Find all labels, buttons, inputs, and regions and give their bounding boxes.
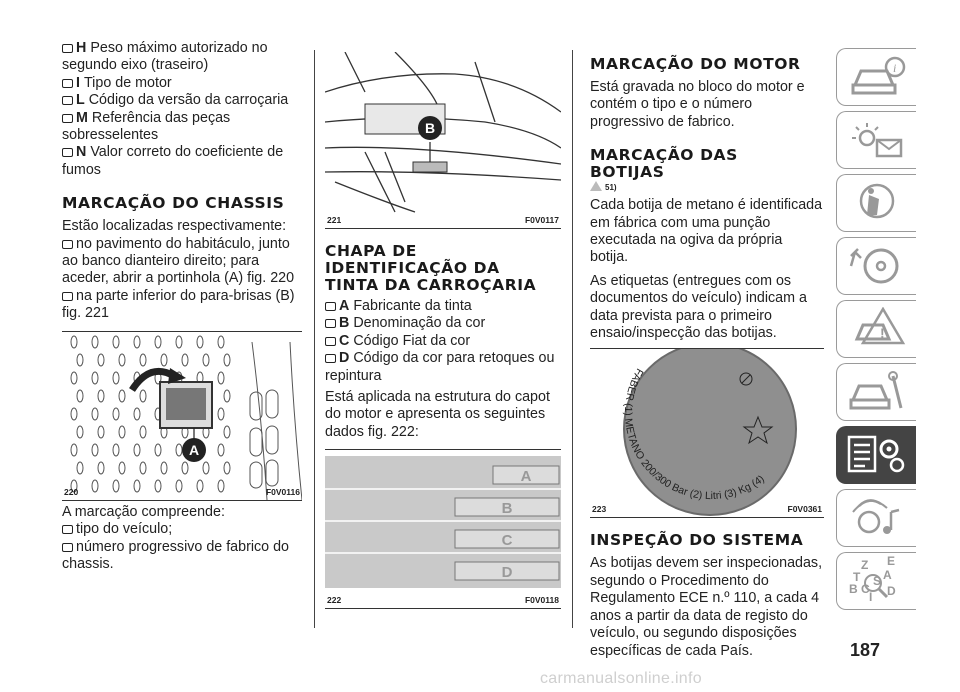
cylinder-text-2: As etiquetas (entregues com os documentos do veículo) indicam a data prevista para o primeiro ensaio/inspecção das botijas. [590,272,807,342]
warning-reference: 51) [590,181,824,195]
plate-item [325,333,561,350]
item-text: Código Fiat da cor [353,332,471,349]
item-text: número progressivo de fabrico do chassis. [62,538,289,572]
figure-220 [62,331,302,501]
checkbox-bullet-icon [325,302,336,311]
marking-item [62,521,302,538]
chapter-tab[interactable] [836,174,916,232]
chapter-tab[interactable] [836,300,916,358]
column-1 [62,40,302,573]
spec-list [62,40,302,179]
item-letter: I [76,74,80,91]
fig223-code: F0V0361 [787,504,822,515]
svg-text:D: D [887,584,896,598]
figure-223 [590,348,824,518]
spec-item [62,75,302,92]
checkbox-bullet-icon [62,148,73,157]
inspection-text: As botijas devem ser inspecionadas, segundo o Procedimento do Regulamento ECE n.º 110, a cada 4 anos a partir da data de registo do veículo, ou segundo disposições específicas de cada País. [590,555,823,659]
item-letter: C [339,332,350,349]
watermark: carmanualsonline.info [540,670,702,687]
windscreen-illustration [325,52,561,228]
item-text: Valor correto do coeficiente de fumos [62,144,284,178]
checkbox-bullet-icon [325,319,336,328]
engraving-text: FABER (1) METANO 200/300 Bar (2) Litri (3) Kg (4) [621,366,767,503]
checkbox-bullet-icon [62,240,73,249]
item-text: Código da cor para retoques ou repintura [325,350,555,384]
engine-heading: MARCAÇÃO DO MOTOR [590,55,801,73]
item-letter: B [339,315,350,332]
chassis-intro: Estão localizadas respectivamente: [62,218,287,235]
chassis-location-list [62,236,302,323]
svg-text:T: T [853,570,861,584]
svg-text:E: E [887,555,896,568]
column-2 [325,40,561,609]
figure-222 [325,449,561,609]
plate-field [493,466,559,485]
item-letter: L [76,92,85,109]
chapter-tab[interactable] [836,48,916,106]
marking-intro: A marcação compreende: [62,503,225,520]
inspection-heading: INSPEÇÃO DO SISTEMA [590,531,804,550]
plate-field [455,530,559,549]
checkbox-bullet-icon [62,525,73,534]
checkbox-bullet-icon [62,114,73,123]
plate-text: Está aplicada na estrutura do capot do motor e apresenta os seguintes dados fig. 222: [325,389,550,440]
cylinder-heading [590,147,824,181]
checkbox-bullet-icon [62,79,73,88]
item-text: Código da versão da carroçaria [88,92,289,109]
item-text: no pavimento do habitáculo, junto ao banco dianteiro direito; para aceder, abrir a portinhola (A) fig. 220 [62,235,295,287]
item-text: Referência das peças sobresselentes [62,109,231,144]
plate-field-label: A [520,468,532,486]
item-letter: D [339,350,350,367]
spec-item [62,40,302,75]
warning-triangle-icon [590,181,602,191]
checkbox-bullet-icon [62,543,73,552]
plate-heading-line: TINTA DA CARROÇARIA [325,276,537,294]
fig222-number: 222 [327,595,342,606]
item-letter: N [76,144,87,161]
location-item [62,236,302,288]
fig220-label: A [188,441,200,458]
plate-heading [325,243,561,294]
marking-item [62,539,302,574]
plate-field [455,562,559,581]
fig221-label: B [424,120,436,136]
chapter-tab[interactable] [836,111,916,169]
svg-text:C: C [861,582,870,596]
fig220-code: F0V0116 [265,486,300,497]
item-letter: A [339,298,350,314]
checkbox-bullet-icon [325,337,336,346]
plate-field [455,498,559,517]
marking-list [62,521,302,573]
svg-text:Z: Z [861,558,869,572]
spec-item [62,110,302,145]
fig222-code: F0V0118 [524,595,559,606]
item-text: tipo do veículo; [76,521,173,538]
chassis-heading: MARCAÇÃO DO CHASSIS [62,194,285,213]
chapter-tab[interactable] [836,237,916,295]
item-text: na parte inferior do para-brisas (B) fig. 221 [62,287,295,322]
figure-221 [325,52,561,229]
spec-item [62,92,302,109]
item-text: Denominação da cor [353,315,486,332]
plate-list [325,298,561,385]
chapter-tab[interactable] [836,363,916,421]
plate-field-label: C [501,532,513,550]
item-text: Peso máximo autorizado no segundo eixo (traseiro) [62,40,268,74]
checkbox-bullet-icon [62,292,73,301]
cylinder-heading-line: MARCAÇÃO DAS [590,146,738,165]
item-text: Fabricante da tinta [353,298,472,314]
chapter-tab[interactable] [836,552,916,610]
svg-text:S: S [873,574,882,588]
svg-text:A: A [883,568,892,582]
plate-heading-line: CHAPA DE [325,242,417,260]
cylinder-text-1: Cada botija de metano é identificada em fábrica com uma punção executada na ogiva da própria botija. [590,197,823,266]
plate-field-label: D [501,564,513,582]
plate-item [325,350,561,385]
svg-text:I: I [869,590,873,604]
page-number: 187 [850,640,881,660]
fig221-number: 221 [327,215,342,225]
plate-item [325,298,561,315]
item-text: Tipo de motor [83,74,172,91]
chapter-tab[interactable] [836,489,916,547]
svg-text:i: i [893,61,897,75]
svg-text:B: B [849,582,858,596]
location-item [62,288,302,323]
item-letter: M [76,109,88,126]
fig220-number: 220 [64,486,79,497]
column-divider [314,50,315,628]
fig223-number: 223 [592,504,607,515]
spec-item [62,144,302,179]
checkbox-bullet-icon [62,44,73,53]
column-3 [590,40,824,660]
plate-item [325,315,561,332]
checkbox-bullet-icon [62,96,73,105]
engine-text: Está gravada no bloco do motor e contém o tipo e o número progressivo de fabrico. [590,79,805,130]
floor-hatch-illustration [62,332,302,500]
svg-text:!: ! [880,325,885,341]
cylinder-dome-illustration [590,349,824,517]
cylinder-heading-line: BOTIJAS [590,163,665,182]
chapter-tab[interactable] [836,426,916,484]
fig221-code: F0V0117 [524,215,559,225]
item-letter: H [76,40,87,56]
column-divider [572,50,573,628]
plate-heading-line: IDENTIFICAÇÃO DA [325,259,500,277]
plate-field-label: B [501,500,513,518]
paint-plate-illustration [325,450,561,608]
checkbox-bullet-icon [325,354,336,363]
